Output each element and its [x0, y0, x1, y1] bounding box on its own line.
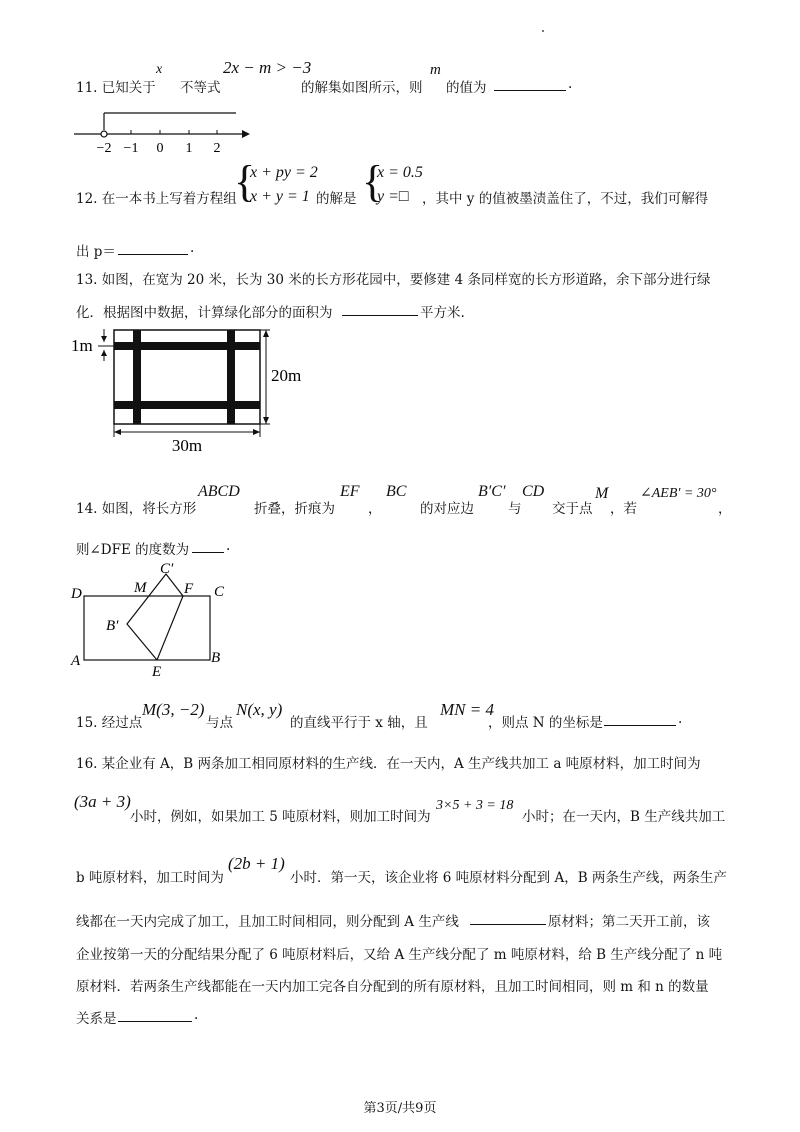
arrow-up-icon	[101, 350, 107, 356]
garden-diagram	[70, 325, 310, 455]
point-label: B	[211, 650, 221, 666]
q16-line3-b: 小时．第一天，该企业将 6 吨原材料分配到 A，B 两条生产线，两条生产	[290, 870, 727, 886]
q15-answer-blank	[604, 711, 676, 726]
q15-point-m: M(3, −2)	[142, 700, 205, 719]
q11-suffix: 的解集如图所示，则	[301, 80, 423, 96]
q14-ef: EF	[340, 483, 360, 500]
tick-label: 0	[156, 141, 164, 156]
q14-corr: 的对应边	[420, 501, 474, 517]
q14-comma: ，	[368, 501, 382, 517]
point-label: B′	[106, 618, 119, 634]
arrow-left-icon	[114, 429, 121, 435]
number-line	[70, 108, 250, 158]
q16-line4-a: 线都在一天内完成了加工，且加工时间相同，则分配到 A 生产线	[76, 914, 459, 930]
q12-sol2: y =□	[377, 188, 409, 205]
q16-line7-a: 关系是	[76, 1011, 117, 1027]
q15-end: .	[678, 711, 683, 727]
q14-angle: ∠AEB′ = 30°	[640, 486, 717, 501]
q14-cd: CD	[522, 483, 545, 500]
q14-meet: 交于点	[552, 501, 593, 517]
road-vertical	[227, 330, 235, 424]
tick-label: 1	[185, 141, 193, 156]
q15-with: 与点	[206, 715, 233, 731]
q14-fold: 折叠，折痕为	[254, 501, 335, 517]
fold-diagram	[66, 556, 236, 682]
open-circle-icon	[101, 131, 107, 137]
q16-line2-a: 小时，例如，如果加工 5 吨原材料，则加工时间为	[130, 809, 431, 825]
q12-line2-prefix: 出 p＝	[76, 244, 116, 260]
q11-var-x: x	[156, 62, 163, 77]
number-line-arrow-icon	[242, 130, 250, 138]
q11-var-m: m	[430, 62, 441, 78]
q16-line7-end: .	[194, 1007, 199, 1023]
q14-abcd: ABCD	[198, 483, 240, 500]
q11-inequality: 2x − m > −3	[223, 58, 312, 77]
q16-expr-calc: 3×5 + 3 = 18	[436, 798, 514, 813]
q14-m: M	[595, 485, 609, 502]
page-footer: 第3页/共9页	[363, 1101, 437, 1116]
q11-tail: 的值为	[446, 80, 487, 96]
q11-end: .	[568, 76, 573, 92]
tick-label: −1	[123, 141, 139, 156]
q12-answer-blank	[118, 240, 188, 255]
q16-line5: 企业按第一天的分配结果分配了 6 吨原材料后，又给 A 生产线分配了 m 吨原材料，给 B 生产线分配了 n 吨	[76, 947, 723, 963]
label-20m: 20m	[271, 366, 302, 385]
q16-line6: 原材料．若两条生产线都能在一天内加工完各自分配到的所有原材料，且加工时间相同，则 m 和 n 的数量	[76, 979, 709, 995]
q16-line2-b: 小时；在一天内，B 生产线共加工	[522, 809, 726, 825]
q14-line2-end: .	[226, 538, 231, 554]
left-brace-icon: {	[234, 157, 256, 206]
q14-bc: BC	[386, 483, 407, 500]
tick-label: −2	[96, 141, 112, 156]
q16-line1: 16. 某企业有 A，B 两条加工相同原材料的生产线．在一天内，A 生产线共加工 a 吨原材料，加工时间为	[76, 756, 701, 772]
q16-expr-2b1: (2b + 1)	[228, 854, 285, 873]
q15-suffix: ，则点 N 的坐标是	[488, 715, 603, 731]
arrow-down-icon	[101, 336, 107, 342]
q14-line2: 则∠DFE 的度数为	[76, 542, 190, 558]
q15-point-n: N(x, y)	[236, 700, 283, 719]
q15-mid: 的直线平行于 x 轴，且	[290, 715, 428, 731]
q14-bpcp: B′C′	[478, 483, 506, 500]
rectangle-abcd	[84, 596, 210, 660]
q14-end-comma: ，	[718, 501, 732, 517]
speck	[542, 30, 544, 32]
q13-line2-prefix: 化．根据图中数据，计算绿化部分的面积为	[76, 305, 333, 321]
q16-answer-blank-1	[470, 910, 546, 925]
q11-prefix: 11. 已知关于	[76, 80, 156, 96]
road-vertical	[133, 330, 141, 424]
point-label: C	[214, 584, 225, 600]
q13-answer-blank	[342, 301, 418, 316]
q16-line3-a: b 吨原材料，加工时间为	[76, 870, 224, 886]
q11-mid: 不等式	[180, 80, 221, 96]
point-label: E	[152, 664, 162, 680]
q14-if: ，若	[610, 501, 637, 517]
point-label: D	[71, 586, 82, 602]
q16-line4-b: 原材料；第二天开工前，该	[548, 914, 710, 930]
q15-prefix: 15. 经过点	[76, 715, 143, 731]
label-1m: 1m	[71, 336, 93, 355]
q12-sol1: x = 0.5	[377, 164, 423, 181]
point-label: C′	[160, 561, 174, 577]
q12-mid: 的解是	[316, 191, 357, 207]
point-label: A	[71, 653, 81, 669]
point-label: F	[184, 581, 194, 597]
q13-line1: 13. 如图，在宽为 20 米，长为 30 米的长方形花园中，要修建 4 条同样宽的长方形道路，余下部分进行绿	[76, 272, 711, 288]
point-label: M	[134, 580, 147, 596]
q12-suffix: ，其中 y 的值被墨渍盖住了，不过，我们可解得	[422, 191, 709, 207]
q13-line2-suffix: 平方米.	[420, 305, 465, 321]
arrow-right-icon	[253, 429, 260, 435]
left-brace-icon: {	[362, 157, 384, 206]
q14-answer-blank	[192, 538, 224, 553]
arrow-down-icon	[263, 417, 269, 424]
q12-eq2: x + y = 1	[250, 188, 310, 205]
q14-with: 与	[508, 501, 522, 517]
label-30m: 30m	[171, 436, 203, 455]
arrow-up-icon	[263, 330, 269, 337]
q15-mn: MN = 4	[440, 700, 494, 719]
q12-eq1: x + py = 2	[250, 164, 318, 181]
q16-expr-3a3: (3a + 3)	[74, 792, 131, 811]
q16-answer-blank-2	[118, 1007, 192, 1022]
tick-label: 2	[213, 141, 221, 156]
q12-prefix: 12. 在一本书上写着方程组	[76, 191, 237, 207]
q11-answer-blank	[494, 76, 566, 91]
q14-prefix: 14. 如图，将长方形	[76, 501, 197, 517]
q12-end: .	[190, 240, 195, 256]
